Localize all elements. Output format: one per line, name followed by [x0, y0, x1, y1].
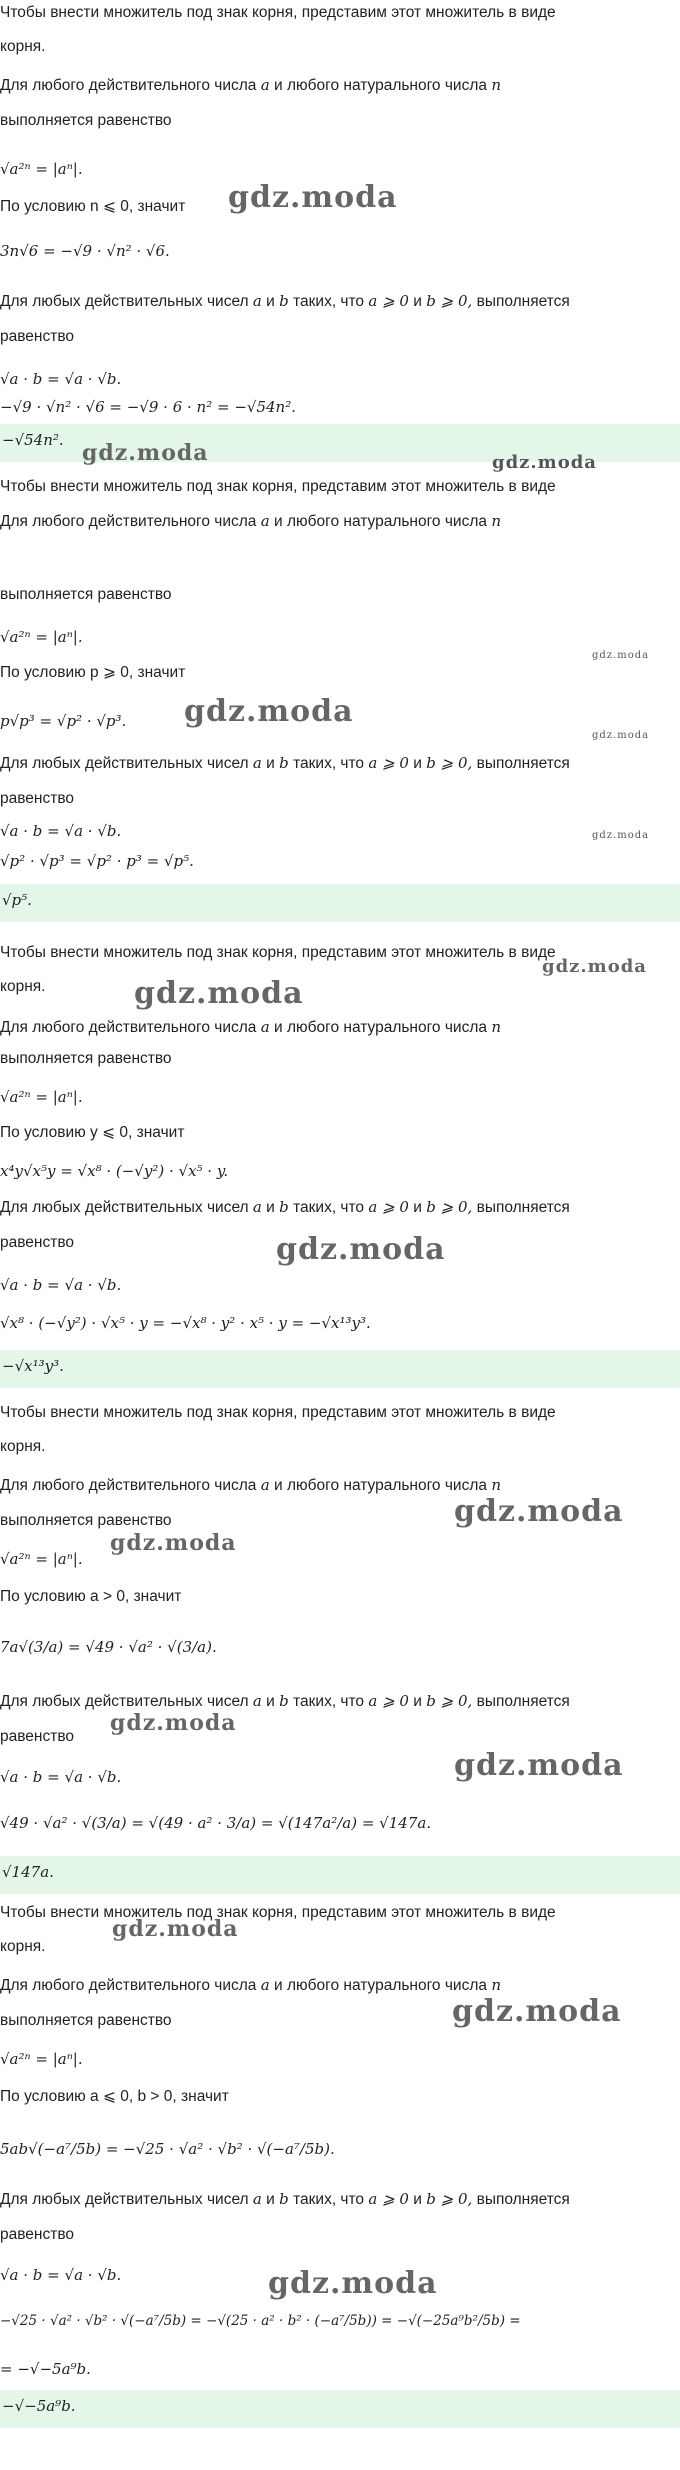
answer-box [0, 2390, 680, 2428]
formula-product: √a · b = √a · √b. [0, 1276, 122, 1294]
watermark: gdz.moda [454, 1748, 624, 1783]
watermark: gdz.moda [268, 2266, 438, 2301]
answer-value: √147a. [2, 1863, 54, 1881]
step-equation: √p² · √p³ = √p² · p³ = √p⁵. [0, 852, 194, 870]
intro-text: Чтобы внести множитель под знак корня, представим этот множитель в виде [0, 478, 556, 495]
rule-line-cont: выполняется равенство [0, 1512, 172, 1529]
formula-product: √a · b = √a · √b. [0, 1768, 122, 1786]
watermark: gdz.moda [228, 180, 398, 215]
step-equation: 7a√(3/a) = √49 · √a² · √(3/a). [0, 1638, 217, 1656]
product-rule-line-cont: равенство [0, 2226, 75, 2243]
answer-box [0, 1350, 680, 1388]
product-rule-line-cont: равенство [0, 1234, 75, 1251]
condition-text: По условию n ⩽ 0, значит [0, 198, 186, 215]
watermark: gdz.moda [592, 730, 650, 741]
formula-even-root: √a²ⁿ = |aⁿ|. [0, 2050, 83, 2068]
step-equation: −√9 · √n² · √6 = −√9 · 6 · n² = −√54n². [0, 398, 296, 416]
answer-value: −√x¹³y³. [2, 1357, 64, 1375]
rule-line: Для любого действительного числа a и любого натурального числа n [0, 512, 501, 530]
rule-line: Для любого действительного числа a и любого натурального числа n [0, 1976, 501, 1994]
rule-line-cont: выполняется равенство [0, 586, 172, 603]
intro-text: Чтобы внести множитель под знак корня, представим этот множитель в виде [0, 944, 556, 961]
condition-text: По условию p ⩾ 0, значит [0, 664, 186, 681]
product-rule-line: Для любых действительных чисел a и b таких, что a ⩾ 0 и b ⩾ 0, выполняется [0, 1198, 570, 1216]
step-equation: √49 · √a² · √(3/a) = √(49 · a² · 3/a) = √(147a²/a) = √147a. [0, 1814, 432, 1832]
watermark: gdz.moda [592, 650, 650, 661]
watermark: gdz.moda [454, 1494, 624, 1529]
watermark: gdz.moda [112, 1916, 239, 1942]
condition-text: По условию y ⩽ 0, значит [0, 1124, 185, 1141]
intro-text-cont: корня. [0, 38, 46, 55]
intro-text-cont: корня. [0, 1438, 46, 1455]
product-rule-line: Для любых действительных чисел a и b таких, что a ⩾ 0 и b ⩾ 0, выполняется [0, 292, 570, 310]
formula-even-root: √a²ⁿ = |aⁿ|. [0, 160, 83, 178]
formula-product: √a · b = √a · √b. [0, 822, 122, 840]
watermark: gdz.moda [592, 830, 650, 841]
answer-value: −√54n². [2, 431, 64, 449]
watermark: gdz.moda [82, 440, 209, 466]
watermark: gdz.moda [134, 976, 304, 1011]
formula-product: √a · b = √a · √b. [0, 370, 122, 388]
formula-even-root: √a²ⁿ = |aⁿ|. [0, 1550, 83, 1568]
answer-value: √p⁵. [2, 891, 32, 909]
watermark: gdz.moda [110, 1710, 237, 1736]
step-equation: 5ab√(−a⁷/5b) = −√25 · √a² · √b² · √(−a⁷/5b). [0, 2140, 335, 2158]
rule-line-cont: выполняется равенство [0, 1050, 172, 1067]
condition-text: По условию a > 0, значит [0, 1588, 182, 1605]
answer-box [0, 1856, 680, 1894]
answer-box [0, 884, 680, 922]
formula-even-root: √a²ⁿ = |aⁿ|. [0, 1088, 83, 1106]
rule-line: Для любого действительного числа a и любого натурального числа n [0, 1018, 501, 1036]
rule-line-cont: выполняется равенство [0, 112, 172, 129]
formula-product: √a · b = √a · √b. [0, 2266, 122, 2284]
product-rule-line-cont: равенство [0, 1728, 75, 1745]
formula-even-root: √a²ⁿ = |aⁿ|. [0, 628, 83, 646]
rule-line: Для любого действительного числа a и любого натурального числа n [0, 1476, 501, 1494]
step-equation: 3n√6 = −√9 · √n² · √6. [0, 242, 170, 260]
rule-line-cont: выполняется равенство [0, 2012, 172, 2029]
watermark: gdz.moda [184, 694, 354, 729]
step-equation: √x⁸ · (−√y²) · √x⁵ · y = −√x⁸ · y² · x⁵ · y = −√x¹³y³. [0, 1314, 371, 1332]
intro-text: Чтобы внести множитель под знак корня, представим этот множитель в виде [0, 1404, 556, 1421]
product-rule-line-cont: равенство [0, 790, 75, 807]
condition-text: По условию a ⩽ 0, b > 0, значит [0, 2088, 229, 2105]
watermark: gdz.moda [542, 956, 647, 977]
product-rule-line: Для любых действительных чисел a и b таких, что a ⩾ 0 и b ⩾ 0, выполняется [0, 754, 570, 772]
product-rule-line: Для любых действительных чисел a и b таких, что a ⩾ 0 и b ⩾ 0, выполняется [0, 2190, 570, 2208]
watermark: gdz.moda [492, 452, 597, 473]
step-equation: p√p³ = √p² · √p³. [0, 712, 127, 730]
intro-text-cont: корня. [0, 978, 46, 995]
product-rule-line-cont: равенство [0, 328, 75, 345]
product-rule-line: Для любых действительных чисел a и b таких, что a ⩾ 0 и b ⩾ 0, выполняется [0, 1692, 570, 1710]
step-equation: = −√−5a⁹b. [0, 2360, 91, 2378]
step-equation: −√25 · √a² · √b² · √(−a⁷/5b) = −√(25 · a² · b² · (−a⁷/5b)) = −√(−25a⁹b²/5b) = [0, 2313, 521, 2329]
intro-text: Чтобы внести множитель под знак корня, представим этот множитель в виде [0, 4, 556, 21]
watermark: gdz.moda [276, 1232, 446, 1267]
watermark: gdz.moda [452, 1994, 622, 2029]
watermark: gdz.moda [110, 1530, 237, 1556]
step-equation: x⁴y√x⁵y = √x⁸ · (−√y²) · √x⁵ · y. [0, 1162, 229, 1180]
rule-line: Для любого действительного числа a и любого натурального числа n [0, 76, 501, 94]
intro-text-cont: корня. [0, 1938, 46, 1955]
intro-text: Чтобы внести множитель под знак корня, представим этот множитель в виде [0, 1904, 556, 1921]
answer-value: −√−5a⁹b. [2, 2397, 76, 2415]
